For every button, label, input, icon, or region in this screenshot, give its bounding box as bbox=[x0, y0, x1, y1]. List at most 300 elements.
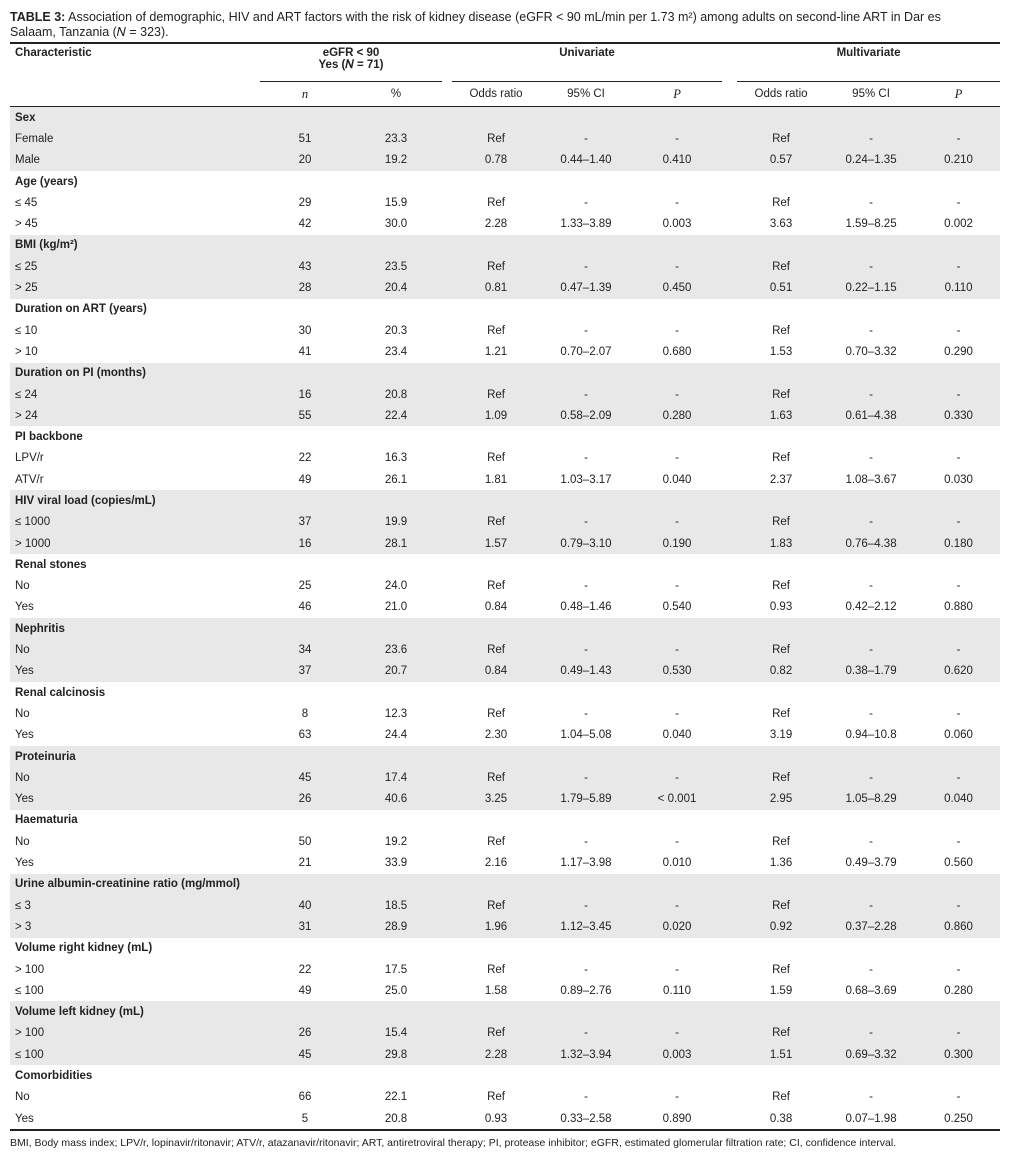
group-title: Duration on PI (months) bbox=[10, 363, 260, 384]
cell-univariate-ci: - bbox=[584, 1091, 588, 1104]
cell-univariate-p: - bbox=[632, 639, 722, 660]
cell-pct: 28.9 bbox=[350, 916, 442, 937]
cell-n: 25 bbox=[298, 580, 312, 593]
caption-text: Association of demographic, HIV and ART factors with the risk of kidney disease (eGFR < 90 mL/min per 1.73 m²) among adults on second-line ART in Dar es Salaam, Tanzania (𝑁 = 323). bbox=[10, 10, 941, 39]
group-title: HIV viral load (copies/mL) bbox=[10, 490, 260, 511]
cell-multivariate-ci: - bbox=[825, 256, 917, 277]
cell-pct: 17.4 bbox=[350, 767, 442, 788]
cell-n: 49 bbox=[298, 473, 312, 486]
row-label: Yes bbox=[15, 601, 34, 614]
cell-pct: 40.6 bbox=[350, 789, 442, 810]
header-egfr bbox=[260, 43, 442, 82]
cell-multivariate-p: - bbox=[956, 835, 961, 848]
group-header-row bbox=[10, 746, 1000, 767]
row-label: Yes bbox=[10, 789, 260, 810]
cell-multivariate-ci: - bbox=[869, 707, 873, 720]
cell-univariate-p: 0.020 bbox=[632, 916, 722, 937]
cell-multivariate-ci: 1.05–8.29 bbox=[825, 789, 917, 810]
cell-n: 42 bbox=[298, 218, 312, 231]
row-label: Female bbox=[10, 128, 260, 149]
cell-multivariate-or: Ref bbox=[772, 324, 790, 337]
row-label: Yes bbox=[10, 661, 260, 682]
row-label: Yes bbox=[10, 1108, 260, 1130]
cell-n: 50 bbox=[298, 835, 312, 848]
cell-multivariate-ci: - bbox=[869, 1091, 873, 1104]
cell-univariate-p: 0.003 bbox=[662, 218, 692, 231]
cell-n: 41 bbox=[298, 345, 312, 358]
group-header-row bbox=[10, 171, 1000, 192]
cell-multivariate-or: 2.95 bbox=[737, 789, 825, 810]
group-header-row bbox=[10, 682, 1000, 703]
cell-univariate-or: Ref bbox=[452, 639, 540, 660]
cell-multivariate-or: 2.37 bbox=[769, 473, 793, 486]
cell-multivariate-p: 0.110 bbox=[917, 277, 1000, 298]
cell-pct: 28.1 bbox=[350, 533, 442, 554]
cell-univariate-or: 0.78 bbox=[452, 150, 540, 171]
cell-n: 22 bbox=[298, 452, 312, 465]
cell-multivariate-p: - bbox=[956, 452, 961, 465]
table-row bbox=[10, 213, 1000, 234]
cell-n: 16 bbox=[260, 384, 350, 405]
cell-n: 21 bbox=[298, 857, 312, 870]
cell-univariate-ci: - bbox=[540, 512, 632, 533]
cell-multivariate-ci: - bbox=[825, 1023, 917, 1044]
group-title: Nephritis bbox=[10, 618, 260, 639]
cell-n: 43 bbox=[260, 256, 350, 277]
row-label: > 3 bbox=[10, 916, 260, 937]
cell-multivariate-p: 0.040 bbox=[917, 789, 1000, 810]
cell-pct: 20.3 bbox=[384, 324, 408, 337]
table-row bbox=[10, 405, 1000, 426]
cell-multivariate-or: Ref bbox=[737, 256, 825, 277]
cell-multivariate-ci: - bbox=[825, 384, 917, 405]
cell-pct: 33.9 bbox=[384, 857, 408, 870]
row-label: ATV/r bbox=[15, 473, 44, 486]
cell-multivariate-or: 1.36 bbox=[769, 857, 793, 870]
table-row bbox=[10, 703, 1000, 724]
cell-pct: 26.1 bbox=[384, 473, 408, 486]
cell-n: 8 bbox=[301, 707, 309, 720]
table-row bbox=[10, 597, 1000, 618]
cell-multivariate-p: - bbox=[917, 639, 1000, 660]
cell-n: 46 bbox=[298, 601, 312, 614]
cell-n: 29 bbox=[298, 196, 312, 209]
group-title: Age (years) bbox=[15, 175, 78, 188]
cell-univariate-or: Ref bbox=[452, 895, 540, 916]
group-title: Comorbidities bbox=[15, 1070, 93, 1082]
cell-multivariate-or: 1.59 bbox=[769, 984, 793, 997]
cell-univariate-ci: - bbox=[540, 895, 632, 916]
cell-univariate-ci: - bbox=[584, 196, 588, 209]
cell-univariate-ci: 1.32–3.94 bbox=[540, 1044, 632, 1065]
row-label: ≤ 25 bbox=[10, 256, 260, 277]
header-egfr-line2: Yes (𝑁 = 71) bbox=[318, 59, 384, 71]
cell-multivariate-ci: 0.49–3.79 bbox=[845, 857, 897, 870]
cell-pct: 23.6 bbox=[350, 639, 442, 660]
cell-n: 37 bbox=[260, 661, 350, 682]
row-label: ≤ 45 bbox=[15, 196, 38, 209]
cell-n: 16 bbox=[260, 533, 350, 554]
group-header-row bbox=[10, 107, 1000, 129]
cell-multivariate-or: Ref bbox=[737, 639, 825, 660]
header-univariate-p: P bbox=[632, 82, 722, 107]
cell-n: 5 bbox=[260, 1108, 350, 1130]
table-row bbox=[10, 980, 1000, 1001]
row-label: Male bbox=[10, 150, 260, 171]
cell-pct: 20.4 bbox=[350, 277, 442, 298]
cell-multivariate-ci: 0.38–1.79 bbox=[825, 661, 917, 682]
header-pct: % bbox=[350, 82, 442, 107]
group-header-row bbox=[10, 810, 1000, 831]
cell-univariate-or: 2.16 bbox=[484, 857, 508, 870]
cell-multivariate-or: Ref bbox=[737, 767, 825, 788]
cell-univariate-or: Ref bbox=[487, 324, 505, 337]
row-label: > 100 bbox=[15, 963, 45, 976]
cell-n: 20 bbox=[260, 150, 350, 171]
header-univariate: Univariate bbox=[452, 43, 722, 82]
cell-multivariate-p: - bbox=[917, 128, 1000, 149]
cell-pct: 20.7 bbox=[350, 661, 442, 682]
cell-univariate-ci: 0.89–2.76 bbox=[560, 984, 612, 997]
cell-multivariate-p: 0.880 bbox=[944, 601, 973, 614]
cell-univariate-ci: - bbox=[584, 580, 588, 593]
cell-multivariate-ci: - bbox=[825, 767, 917, 788]
cell-univariate-p: - bbox=[675, 835, 679, 848]
cell-multivariate-ci: - bbox=[825, 512, 917, 533]
header-univariate-ci: 95% CI bbox=[540, 82, 632, 107]
cell-univariate-ci: 1.17–3.98 bbox=[560, 857, 612, 870]
cell-univariate-p: 0.890 bbox=[632, 1108, 722, 1130]
cell-n: 66 bbox=[298, 1091, 312, 1104]
table-row bbox=[10, 341, 1000, 362]
header-n: n bbox=[260, 82, 350, 107]
cell-pct: 16.3 bbox=[384, 452, 408, 465]
group-title: Duration on ART (years) bbox=[15, 303, 147, 316]
cell-univariate-p: - bbox=[675, 196, 679, 209]
cell-multivariate-or: Ref bbox=[772, 196, 790, 209]
cell-multivariate-p: - bbox=[917, 256, 1000, 277]
group-header-row bbox=[10, 426, 1000, 447]
cell-univariate-or: Ref bbox=[487, 707, 505, 720]
cell-multivariate-or: 1.53 bbox=[769, 345, 793, 358]
table-footnote: BMI, Body mass index; LPV/r, lopinavir/ritonavir; ATV/r, atazanavir/ritonavir; ART, antiretroviral therapy; PI, protease inhibitor; eGFR, estimated glomerular filtration rate; CI, confidence interval. bbox=[10, 1137, 897, 1150]
cell-multivariate-p: 0.620 bbox=[917, 661, 1000, 682]
cell-univariate-p: - bbox=[675, 580, 679, 593]
cell-univariate-p: - bbox=[632, 128, 722, 149]
cell-multivariate-ci: - bbox=[869, 324, 873, 337]
cell-multivariate-ci: 0.07–1.98 bbox=[825, 1108, 917, 1130]
cell-multivariate-or: Ref bbox=[737, 512, 825, 533]
cell-multivariate-ci: - bbox=[869, 452, 873, 465]
cell-univariate-or: 0.93 bbox=[452, 1108, 540, 1130]
cell-univariate-ci: 0.79–3.10 bbox=[540, 533, 632, 554]
cell-pct: 19.2 bbox=[350, 150, 442, 171]
cell-univariate-p: - bbox=[675, 963, 679, 976]
cell-n: 26 bbox=[260, 1023, 350, 1044]
cell-pct: 15.4 bbox=[350, 1023, 442, 1044]
cell-multivariate-or: Ref bbox=[772, 580, 790, 593]
cell-multivariate-or: 3.63 bbox=[769, 218, 793, 231]
header-egfr-line1: eGFR < 90 bbox=[322, 47, 380, 59]
cell-univariate-ci: - bbox=[584, 835, 588, 848]
group-header-row bbox=[10, 874, 1000, 895]
row-label: > 24 bbox=[10, 405, 260, 426]
cell-multivariate-or: Ref bbox=[737, 895, 825, 916]
cell-n: 49 bbox=[298, 984, 312, 997]
group-header-row bbox=[10, 363, 1000, 384]
cell-multivariate-p: - bbox=[917, 1023, 1000, 1044]
table-row bbox=[10, 895, 1000, 916]
cell-multivariate-ci: 0.68–3.69 bbox=[845, 984, 897, 997]
cell-multivariate-p: - bbox=[956, 1091, 961, 1104]
cell-univariate-p: - bbox=[632, 895, 722, 916]
cell-univariate-p: - bbox=[632, 767, 722, 788]
group-title: BMI (kg/m²) bbox=[10, 235, 260, 256]
cell-univariate-or: 3.25 bbox=[452, 789, 540, 810]
header-multivariate: Multivariate bbox=[737, 43, 1000, 82]
cell-multivariate-or: Ref bbox=[737, 128, 825, 149]
cell-multivariate-p: - bbox=[956, 707, 961, 720]
group-header-row bbox=[10, 235, 1000, 256]
cell-univariate-or: Ref bbox=[487, 196, 505, 209]
table-row bbox=[10, 916, 1000, 937]
row-label: No bbox=[15, 1091, 30, 1104]
cell-multivariate-ci: 0.94–10.8 bbox=[845, 729, 897, 742]
cell-multivariate-or: Ref bbox=[737, 1023, 825, 1044]
header-multivariate-or: Odds ratio bbox=[737, 82, 825, 107]
cell-univariate-ci: - bbox=[584, 324, 588, 337]
cell-univariate-ci: - bbox=[584, 452, 588, 465]
cell-univariate-or: 1.96 bbox=[452, 916, 540, 937]
cell-univariate-p: 0.410 bbox=[632, 150, 722, 171]
cell-univariate-p: 0.450 bbox=[632, 277, 722, 298]
cell-univariate-p: 0.010 bbox=[662, 857, 692, 870]
table-caption bbox=[10, 10, 990, 40]
table-row bbox=[10, 1108, 1000, 1130]
cell-multivariate-or: 1.51 bbox=[737, 1044, 825, 1065]
cell-univariate-ci: 0.48–1.46 bbox=[560, 601, 612, 614]
cell-pct: 24.4 bbox=[384, 729, 408, 742]
cell-n: 34 bbox=[260, 639, 350, 660]
group-title: Haematuria bbox=[15, 814, 78, 827]
group-header-row bbox=[10, 938, 1000, 959]
table-row bbox=[10, 192, 1000, 213]
cell-multivariate-ci: 0.69–3.32 bbox=[825, 1044, 917, 1065]
header-characteristic: Characteristic bbox=[10, 43, 260, 82]
cell-univariate-or: Ref bbox=[452, 512, 540, 533]
cell-multivariate-p: - bbox=[917, 767, 1000, 788]
cell-multivariate-ci: 0.76–4.38 bbox=[825, 533, 917, 554]
cell-pct: 12.3 bbox=[384, 707, 408, 720]
cell-univariate-p: 0.280 bbox=[632, 405, 722, 426]
cell-multivariate-or: 0.38 bbox=[737, 1108, 825, 1130]
cell-univariate-or: Ref bbox=[452, 256, 540, 277]
cell-multivariate-p: - bbox=[917, 895, 1000, 916]
group-title: Proteinuria bbox=[10, 746, 260, 767]
cell-univariate-or: Ref bbox=[452, 767, 540, 788]
cell-multivariate-ci: 1.08–3.67 bbox=[845, 473, 897, 486]
cell-pct: 29.8 bbox=[350, 1044, 442, 1065]
cell-multivariate-or: Ref bbox=[737, 384, 825, 405]
group-title: PI backbone bbox=[15, 431, 83, 444]
cell-univariate-ci: 0.47–1.39 bbox=[540, 277, 632, 298]
cell-univariate-p: < 0.001 bbox=[632, 789, 722, 810]
cell-multivariate-p: 0.030 bbox=[944, 473, 973, 486]
cell-multivariate-ci: 0.61–4.38 bbox=[825, 405, 917, 426]
cell-univariate-p: - bbox=[632, 512, 722, 533]
row-label: Yes bbox=[15, 857, 34, 870]
cell-multivariate-ci: 0.37–2.28 bbox=[825, 916, 917, 937]
row-label: No bbox=[10, 639, 260, 660]
cell-multivariate-p: - bbox=[956, 963, 961, 976]
header-row-2 bbox=[10, 82, 1000, 107]
cell-n: 63 bbox=[298, 729, 312, 742]
results-table bbox=[10, 42, 1000, 1131]
cell-multivariate-p: - bbox=[956, 580, 961, 593]
row-label: > 45 bbox=[15, 218, 38, 231]
cell-pct: 22.1 bbox=[384, 1091, 408, 1104]
cell-multivariate-p: 0.560 bbox=[944, 857, 973, 870]
cell-n: 55 bbox=[260, 405, 350, 426]
cell-multivariate-ci: - bbox=[869, 963, 873, 976]
cell-univariate-or: Ref bbox=[452, 128, 540, 149]
cell-pct: 30.0 bbox=[384, 218, 408, 231]
table-row bbox=[10, 576, 1000, 597]
cell-univariate-p: 0.530 bbox=[632, 661, 722, 682]
cell-multivariate-p: 0.290 bbox=[944, 345, 973, 358]
row-label: No bbox=[15, 835, 30, 848]
cell-multivariate-ci: 0.24–1.35 bbox=[825, 150, 917, 171]
table-figure bbox=[10, 10, 990, 1149]
cell-n: 31 bbox=[260, 916, 350, 937]
row-label: > 25 bbox=[10, 277, 260, 298]
table-row bbox=[10, 512, 1000, 533]
cell-univariate-or: 2.28 bbox=[484, 218, 508, 231]
table-row bbox=[10, 277, 1000, 298]
cell-multivariate-ci: 0.70–3.32 bbox=[845, 345, 897, 358]
table-row bbox=[10, 128, 1000, 149]
table-row bbox=[10, 256, 1000, 277]
cell-n: 22 bbox=[298, 963, 312, 976]
cell-univariate-p: - bbox=[675, 452, 679, 465]
table-row bbox=[10, 1023, 1000, 1044]
table-row bbox=[10, 959, 1000, 980]
cell-pct: 17.5 bbox=[384, 963, 408, 976]
cell-univariate-ci: 1.33–3.89 bbox=[560, 218, 612, 231]
cell-pct: 20.8 bbox=[350, 1108, 442, 1130]
cell-univariate-p: 0.680 bbox=[662, 345, 692, 358]
row-label: ≤ 24 bbox=[10, 384, 260, 405]
header-univariate-or: Odds ratio bbox=[452, 82, 540, 107]
row-label: LPV/r bbox=[15, 452, 44, 465]
cell-univariate-p: 0.190 bbox=[632, 533, 722, 554]
cell-univariate-ci: - bbox=[540, 128, 632, 149]
group-header-row bbox=[10, 299, 1000, 320]
cell-univariate-ci: 1.12–3.45 bbox=[540, 916, 632, 937]
table-row bbox=[10, 469, 1000, 490]
table-row bbox=[10, 1087, 1000, 1108]
cell-multivariate-p: 0.210 bbox=[917, 150, 1000, 171]
cell-univariate-ci: - bbox=[540, 1023, 632, 1044]
cell-univariate-or: 0.84 bbox=[484, 601, 508, 614]
cell-pct: 23.4 bbox=[384, 345, 408, 358]
row-label: ≤ 100 bbox=[10, 1044, 260, 1065]
cell-n: 30 bbox=[298, 324, 312, 337]
cell-multivariate-ci: - bbox=[869, 580, 873, 593]
row-label: > 10 bbox=[15, 345, 38, 358]
cell-multivariate-or: Ref bbox=[772, 452, 790, 465]
cell-univariate-ci: 0.33–2.58 bbox=[540, 1108, 632, 1130]
table-row bbox=[10, 448, 1000, 469]
cell-multivariate-ci: - bbox=[825, 895, 917, 916]
cell-univariate-ci: - bbox=[540, 767, 632, 788]
table-row bbox=[10, 150, 1000, 171]
cell-univariate-or: 2.30 bbox=[484, 729, 508, 742]
cell-univariate-or: 1.58 bbox=[484, 984, 508, 997]
group-header-row bbox=[10, 1001, 1000, 1022]
row-label: ≤ 1000 bbox=[10, 512, 260, 533]
cell-multivariate-p: 0.330 bbox=[917, 405, 1000, 426]
cell-univariate-or: 0.81 bbox=[452, 277, 540, 298]
row-label: ≤ 3 bbox=[10, 895, 260, 916]
cell-univariate-or: 2.28 bbox=[452, 1044, 540, 1065]
cell-univariate-or: Ref bbox=[452, 384, 540, 405]
cell-univariate-or: Ref bbox=[487, 1091, 505, 1104]
cell-n: 51 bbox=[260, 128, 350, 149]
cell-univariate-ci: 0.44–1.40 bbox=[540, 150, 632, 171]
cell-multivariate-ci: 0.42–2.12 bbox=[845, 601, 897, 614]
cell-multivariate-p: 0.280 bbox=[944, 984, 973, 997]
table-row bbox=[10, 1044, 1000, 1065]
cell-univariate-or: 1.57 bbox=[452, 533, 540, 554]
cell-pct: 25.0 bbox=[384, 984, 408, 997]
cell-univariate-ci: - bbox=[584, 963, 588, 976]
cell-n: 45 bbox=[260, 1044, 350, 1065]
cell-univariate-p: 0.110 bbox=[663, 984, 691, 997]
cell-univariate-or: 1.09 bbox=[452, 405, 540, 426]
cell-univariate-or: Ref bbox=[452, 1023, 540, 1044]
group-title: Renal stones bbox=[15, 558, 87, 571]
cell-multivariate-or: Ref bbox=[772, 1091, 790, 1104]
header-row-1 bbox=[10, 43, 1000, 82]
group-header-row bbox=[10, 1065, 1000, 1086]
row-label: No bbox=[10, 767, 260, 788]
row-label: > 1000 bbox=[10, 533, 260, 554]
cell-multivariate-ci: 1.59–8.25 bbox=[845, 218, 897, 231]
group-header-row bbox=[10, 554, 1000, 575]
cell-multivariate-p: 0.860 bbox=[917, 916, 1000, 937]
cell-multivariate-ci: 0.22–1.15 bbox=[825, 277, 917, 298]
cell-n: 45 bbox=[260, 767, 350, 788]
row-label: Yes bbox=[15, 729, 34, 742]
table-row bbox=[10, 533, 1000, 554]
cell-univariate-p: - bbox=[675, 324, 679, 337]
cell-n: 28 bbox=[260, 277, 350, 298]
group-title: Urine albumin-creatinine ratio (mg/mmol) bbox=[10, 874, 260, 895]
table-body bbox=[10, 107, 1000, 1131]
cell-univariate-or: 1.21 bbox=[484, 345, 508, 358]
table-row bbox=[10, 661, 1000, 682]
row-label: No bbox=[15, 707, 30, 720]
cell-multivariate-p: - bbox=[917, 512, 1000, 533]
table-row bbox=[10, 639, 1000, 660]
cell-univariate-p: - bbox=[675, 707, 679, 720]
group-header-row bbox=[10, 490, 1000, 511]
row-label: > 100 bbox=[10, 1023, 260, 1044]
cell-univariate-ci: 1.04–5.08 bbox=[560, 729, 612, 742]
table-row bbox=[10, 767, 1000, 788]
cell-multivariate-or: 0.51 bbox=[737, 277, 825, 298]
